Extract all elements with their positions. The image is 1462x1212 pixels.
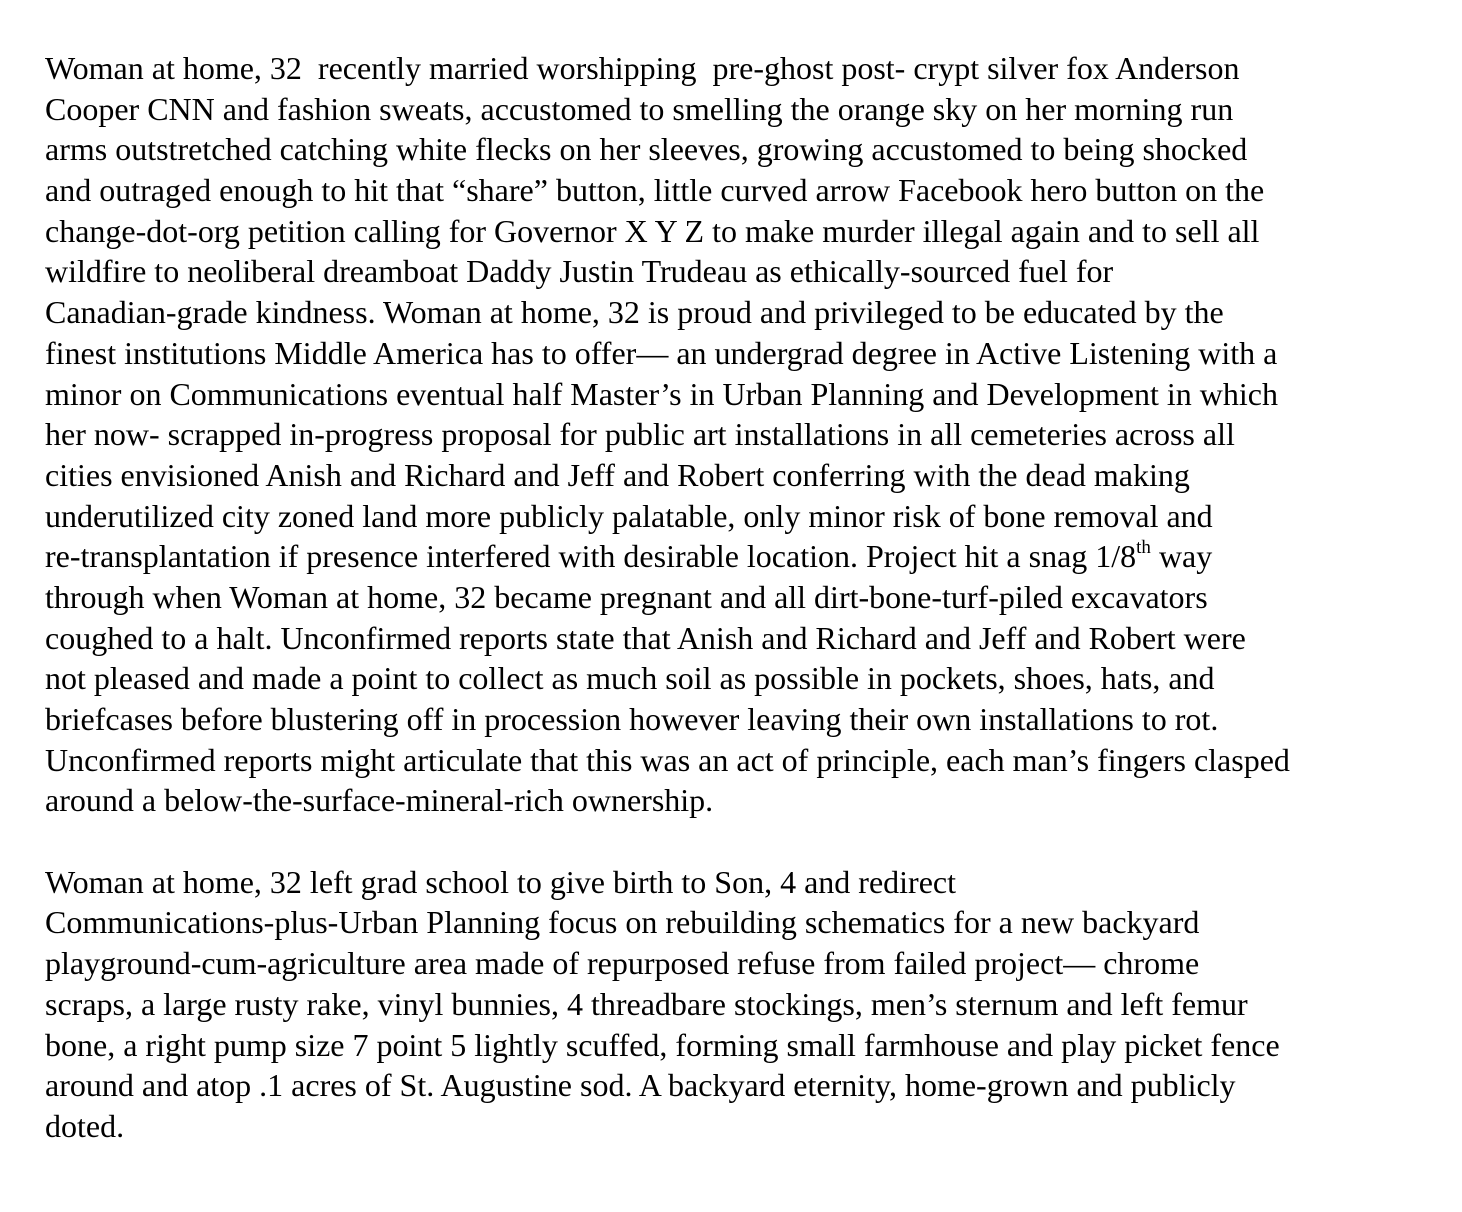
text-line: change-dot-org petition calling for Governor X Y Z to make murder illegal again and to sell all xyxy=(45,212,1260,249)
ordinal-superscript: th xyxy=(1136,537,1151,558)
text-line: Woman at home, 32 left grad school to give birth to Son, 4 and redirect xyxy=(45,863,956,900)
text-line: Canadian-grade kindness. Woman at home, 32 is proud and privileged to be educated by the xyxy=(45,294,1224,331)
text-line: not pleased and made a point to collect as much soil as possible in pockets, shoes, hats, and xyxy=(45,660,1215,697)
text-line: her now- scrapped in-progress proposal for public art installations in all cemeteries across all xyxy=(45,416,1235,453)
text-line-with-superscript xyxy=(45,536,1445,577)
text-line: coughed to a halt. Unconfirmed reports state that Anish and Richard and Jeff and Robert were xyxy=(45,619,1246,656)
document-page xyxy=(45,48,1445,1147)
text-line: doted. xyxy=(45,1107,125,1144)
line-text-before-superscript: re-transplantation if presence interfered with desirable location. Project hit a snag 1/8 xyxy=(45,538,1137,575)
text-line: Unconfirmed reports might articulate that this was an act of principle, each man’s fingers clasped xyxy=(45,741,1290,778)
text-line: around a below-the-surface-mineral-rich ownership. xyxy=(45,782,714,819)
text-line: Cooper CNN and fashion sweats, accustomed to smelling the orange sky on her morning run xyxy=(45,90,1234,127)
paragraph-2 xyxy=(45,862,1445,1147)
text-line: underutilized city zoned land more publicly palatable, only minor risk of bone removal and xyxy=(45,497,1213,534)
text-line: finest institutions Middle America has to offer— an undergrad degree in Active Listening with a xyxy=(45,334,1278,371)
text-line: arms outstretched catching white flecks on her sleeves, growing accustomed to being shocked xyxy=(45,131,1248,168)
text-line: Communications-plus-Urban Planning focus on rebuilding schematics for a new backyard xyxy=(45,904,1200,941)
text-line: wildfire to neoliberal dreamboat Daddy Justin Trudeau as ethically-sourced fuel for xyxy=(45,253,1114,290)
text-line: playground-cum-agriculture area made of repurposed refuse from failed project— chrome xyxy=(45,945,1200,982)
text-line: Woman at home, 32 recently married worshipping pre-ghost post- crypt silver fox Anderson xyxy=(45,50,1240,86)
text-line: scraps, a large rusty rake, vinyl bunnies, 4 threadbare stockings, men’s sternum and left femur xyxy=(45,985,1248,1022)
line-text-after-superscript: way xyxy=(1150,538,1213,575)
text-line: through when Woman at home, 32 became pregnant and all dirt-bone-turf-piled excavators xyxy=(45,578,1208,615)
text-line: bone, a right pump size 7 point 5 lightly scuffed, forming small farmhouse and play picket fence xyxy=(45,1026,1280,1063)
text-line: cities envisioned Anish and Richard and Jeff and Robert conferring with the dead making xyxy=(45,456,1190,493)
paragraph-spacer xyxy=(45,821,1445,862)
text-line: around and atop .1 acres of St. Augustine sod. A backyard eternity, home-grown and publicly xyxy=(45,1067,1236,1104)
text-line: and outraged enough to hit that “share” button, little curved arrow Facebook hero button on the xyxy=(45,172,1265,209)
paragraph-1 xyxy=(45,48,1445,821)
text-line: briefcases before blustering off in procession however leaving their own installations to rot. xyxy=(45,701,1219,737)
text-line: minor on Communications eventual half Master’s in Urban Planning and Development in which xyxy=(45,375,1278,412)
